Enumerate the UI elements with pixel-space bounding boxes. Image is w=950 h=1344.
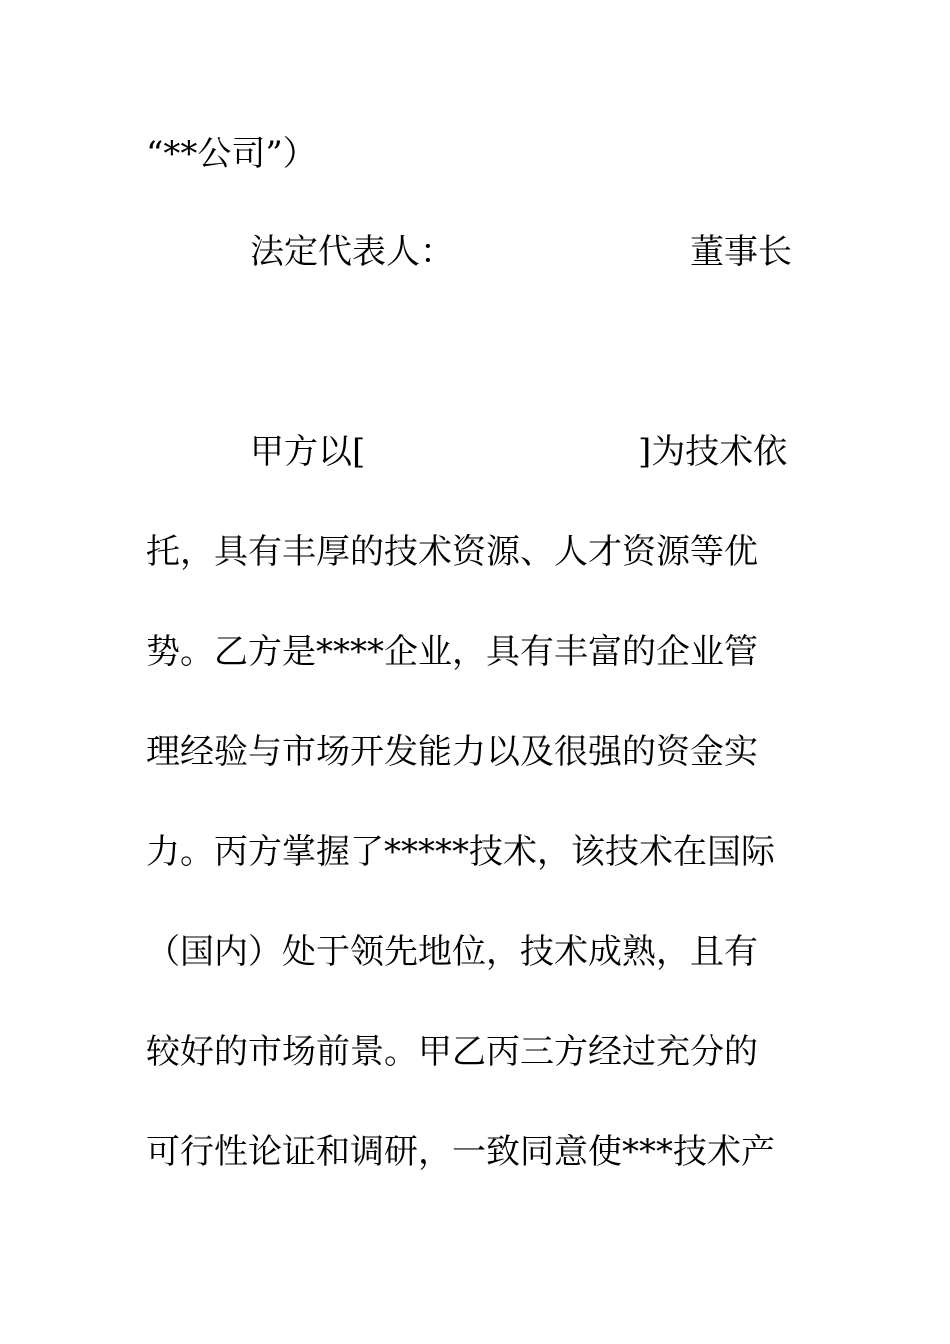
paragraph-line: 较好的市场前景。甲乙丙三方经过充分的 — [146, 1032, 758, 1072]
paragraph-start-text: 甲方以[ — [250, 432, 366, 472]
legal-rep-title: 董事长 — [690, 232, 792, 272]
paragraph-line: 托，具有丰厚的技术资源、人才资源等优 — [146, 532, 758, 572]
paragraph-line: 可行性论证和调研，一致同意使***技术产 — [146, 1132, 775, 1172]
company-line: “**公司”） — [146, 134, 317, 174]
paragraph-bracket-end-text: ]为技术依 — [638, 432, 788, 472]
legal-representative-row — [250, 232, 792, 272]
paragraph-line: 力。丙方掌握了*****技术，该技术在国际 — [146, 832, 775, 872]
paragraph-first-line — [250, 432, 792, 472]
paragraph-line: 势。乙方是****企业，具有丰富的企业管 — [146, 632, 758, 672]
legal-rep-label: 法定代表人： — [250, 232, 454, 272]
paragraph-line: 理经验与市场开发能力以及很强的资金实 — [146, 732, 758, 772]
paragraph-line: （国内）处于领先地位，技术成熟，且有 — [146, 932, 758, 972]
